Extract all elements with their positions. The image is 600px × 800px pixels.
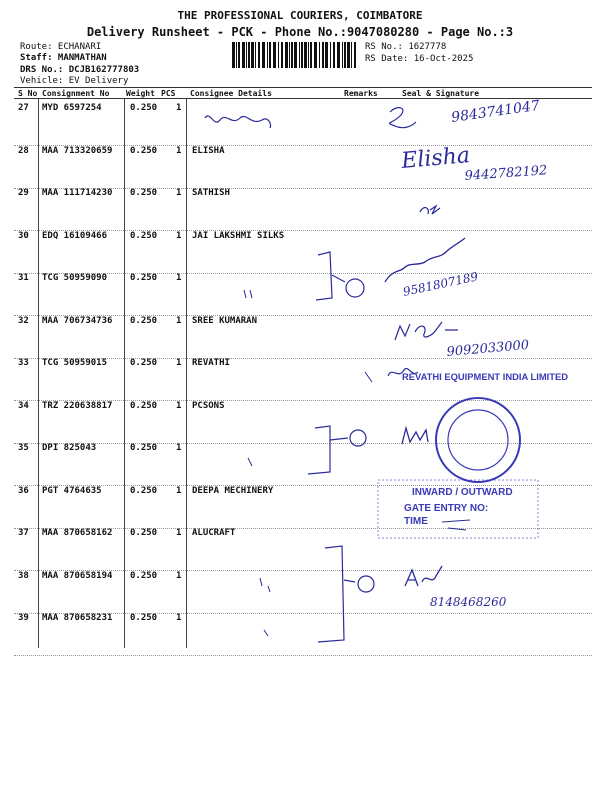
row-consignment: MAA 713320659 xyxy=(42,145,113,156)
sig28-phone: 9442782192 xyxy=(464,163,548,184)
table-row xyxy=(0,188,600,231)
row-weight: 0.250 xyxy=(130,358,158,368)
row-weight: 0.250 xyxy=(130,443,158,453)
row-consignment: MAA 870658162 xyxy=(42,528,113,538)
barcode-bar xyxy=(319,42,320,68)
row-pcs: 1 xyxy=(176,103,182,113)
row-sno: 35 xyxy=(18,443,29,453)
row-consignment: MAA 870658231 xyxy=(42,613,113,623)
barcode-bar xyxy=(333,42,335,68)
table-row xyxy=(0,401,600,444)
row-weight: 0.250 xyxy=(130,103,158,113)
barcode-bar xyxy=(351,42,352,68)
barcode-bar xyxy=(238,42,240,68)
table-row xyxy=(0,358,600,401)
barcode-bar xyxy=(354,42,356,68)
row-sno: 39 xyxy=(18,613,29,623)
row-sno: 30 xyxy=(18,230,29,241)
barcode-bar xyxy=(267,42,268,68)
row-sno: 27 xyxy=(18,103,29,113)
barcode-bar xyxy=(246,42,247,68)
route-label: Route: ECHANARI xyxy=(20,42,102,52)
row-weight: 0.250 xyxy=(130,230,158,241)
row-details: ALUCRAFT xyxy=(192,528,236,538)
row-details: SREE KUMARAN xyxy=(192,315,258,326)
row-consignment: MYD 6597254 xyxy=(42,103,102,113)
barcode-bar xyxy=(325,42,328,68)
barcode-bar xyxy=(347,42,350,68)
rs-number: RS No.: 1627778 xyxy=(365,42,447,52)
row-weight: 0.250 xyxy=(130,400,158,411)
barcode-bar xyxy=(291,42,293,68)
row-pcs: 1 xyxy=(176,188,182,198)
row-weight: 0.250 xyxy=(130,315,158,326)
row-consignment: MAA 706734736 xyxy=(42,315,113,326)
barcode-bar xyxy=(342,42,343,68)
row-weight: 0.250 xyxy=(130,528,158,538)
row-details: JAI LAKSHMI SILKS xyxy=(192,230,285,241)
barcode-bar xyxy=(314,42,317,68)
header-rule-top xyxy=(14,87,592,88)
table-row xyxy=(0,103,600,146)
row-pcs: 1 xyxy=(176,570,182,581)
row-pcs: 1 xyxy=(176,315,182,326)
row-consignment: EDQ 16109466 xyxy=(42,230,108,241)
row-sno: 28 xyxy=(18,145,29,156)
barcode-bar xyxy=(330,42,331,68)
row-details: PCSONS xyxy=(192,400,225,411)
col-remarks: Remarks xyxy=(344,89,378,98)
barcode-bar xyxy=(278,42,279,68)
barcode-bar xyxy=(232,42,235,68)
col-sno: S No xyxy=(18,89,38,98)
barcode-bar xyxy=(322,42,324,68)
revathi-stamp: REVATHI EQUIPMENT INDIA LIMITED xyxy=(402,372,569,383)
barcode-bar xyxy=(337,42,340,68)
barcode-icon xyxy=(232,42,358,68)
barcode-bar xyxy=(344,42,346,68)
row-consignment: TCG 50959090 xyxy=(42,273,108,283)
sig38-phone: 8148468260 xyxy=(430,595,507,609)
row-weight: 0.250 xyxy=(130,485,158,496)
row-pcs: 1 xyxy=(176,230,182,241)
row-sno: 29 xyxy=(18,188,29,198)
barcode-bar xyxy=(289,42,290,68)
barcode-bar xyxy=(308,42,309,68)
col-weight: Weight xyxy=(126,89,155,98)
table-row xyxy=(0,613,600,656)
col-details: Consignee Details xyxy=(190,89,272,98)
barcode-bar xyxy=(285,42,288,68)
table-row xyxy=(0,486,600,529)
row-consignment: TCG 50959015 xyxy=(42,358,108,368)
barcode-bar xyxy=(255,42,256,68)
row-consignment: TRZ 220638817 xyxy=(42,400,113,411)
row-weight: 0.250 xyxy=(130,570,158,581)
row-pcs: 1 xyxy=(176,528,182,538)
barcode-bar xyxy=(301,42,303,68)
row-weight: 0.250 xyxy=(130,145,158,156)
barcode-bar xyxy=(294,42,297,68)
row-details: REVATHI xyxy=(192,358,230,368)
row-sno: 36 xyxy=(18,485,29,496)
row-pcs: 1 xyxy=(176,485,182,496)
staff-label: Staff: MANMATHAN xyxy=(20,53,107,63)
barcode-bar xyxy=(236,42,237,68)
barcode-bar xyxy=(310,42,312,68)
table-row xyxy=(0,146,600,189)
sig32-phone: 9092033000 xyxy=(446,337,530,360)
header-rule-bottom xyxy=(14,98,592,99)
row-sno: 37 xyxy=(18,528,29,538)
row-pcs: 1 xyxy=(176,358,182,368)
col-pcs: PCS xyxy=(161,89,176,98)
table-row xyxy=(0,528,600,571)
row-pcs: 1 xyxy=(176,443,182,453)
row-details: DEEPA MECHINERY xyxy=(192,485,274,496)
vehicle-label: Vehicle: EV Delivery xyxy=(20,76,129,86)
gate-stamp-line1: INWARD / OUTWARD xyxy=(412,487,513,498)
barcode-bar xyxy=(248,42,250,68)
runsheet-subtitle: Delivery Runsheet - PCK - Phone No.:9047080280 - Page No.:3 xyxy=(86,25,514,39)
table-row xyxy=(0,231,600,274)
row-sno: 38 xyxy=(18,570,29,581)
barcode-bar xyxy=(242,42,245,68)
sig27-phone: 9843741047 xyxy=(450,97,541,126)
sig28-name: Elisha xyxy=(400,143,471,174)
barcode-bar xyxy=(269,42,271,68)
col-seal: Seal & Signature xyxy=(402,89,480,98)
row-sno: 33 xyxy=(18,358,29,368)
company-title: THE PROFESSIONAL COURIERS, COIMBATORE xyxy=(177,9,423,22)
barcode-bar xyxy=(258,42,260,68)
row-weight: 0.250 xyxy=(130,273,158,283)
row-details: ELISHA xyxy=(192,145,225,156)
gate-stamp-line2: GATE ENTRY NO: xyxy=(404,503,489,514)
table-row xyxy=(0,273,600,316)
row-pcs: 1 xyxy=(176,400,182,411)
table-row xyxy=(0,571,600,614)
barcode-bar xyxy=(273,42,276,68)
row-sno: 34 xyxy=(18,400,29,411)
row-consignment: DPI 825043 xyxy=(42,443,97,453)
row-sno: 31 xyxy=(18,273,29,283)
row-details: SATHISH xyxy=(192,188,230,198)
row-consignment: PGT 4764635 xyxy=(42,485,102,496)
row-pcs: 1 xyxy=(176,145,182,156)
row-sno: 32 xyxy=(18,315,29,326)
gate-stamp-line3: TIME xyxy=(404,516,428,527)
row-separator xyxy=(14,655,592,656)
rs-date: RS Date: 16-Oct-2025 xyxy=(365,54,474,64)
barcode-bar xyxy=(251,42,254,68)
barcode-bar xyxy=(281,42,283,68)
barcode-bar xyxy=(299,42,300,68)
row-weight: 0.250 xyxy=(130,188,158,198)
drs-number: DRS No.: DCJB162777803 xyxy=(20,65,140,75)
row-pcs: 1 xyxy=(176,613,182,623)
col-consignment: Consignment No xyxy=(42,89,110,98)
row-consignment: MAA 870658194 xyxy=(42,570,113,581)
row-weight: 0.250 xyxy=(130,613,158,623)
row-consignment: MAA 111714230 xyxy=(42,188,113,198)
table-row xyxy=(0,443,600,486)
row-pcs: 1 xyxy=(176,273,182,283)
table-row xyxy=(0,316,600,359)
barcode-bar xyxy=(262,42,265,68)
sig30-phone: 9581807189 xyxy=(401,269,480,299)
barcode-bar xyxy=(304,42,307,68)
